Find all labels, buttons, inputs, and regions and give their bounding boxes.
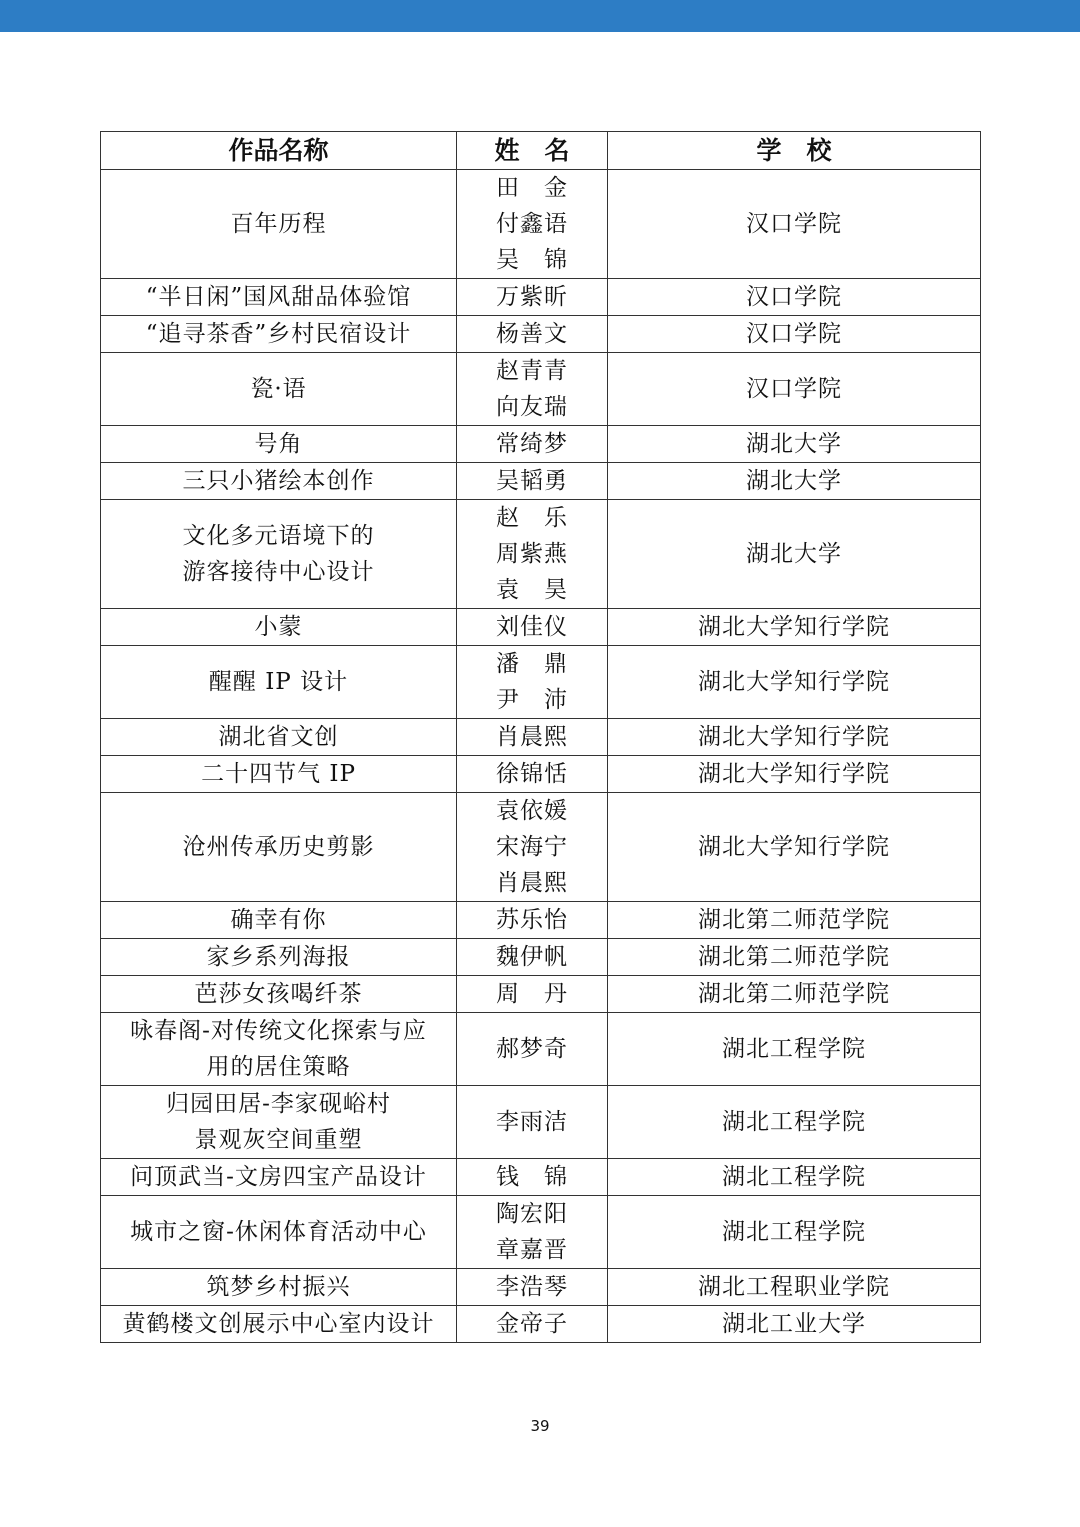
student-names-cell [457, 1086, 608, 1159]
table-row [101, 902, 981, 939]
student-name: 周 丹 [496, 981, 568, 1007]
table-row [101, 1306, 981, 1343]
table-row [101, 426, 981, 463]
student-name: 陶宏阳 [496, 1201, 568, 1227]
student-name: 杨善文 [496, 321, 568, 347]
table-row [101, 609, 981, 646]
work-title-line: “半日闲”国风甜品体验馆 [145, 284, 412, 310]
work-title-line: 文化多元语境下的 [182, 523, 375, 549]
table-row [101, 1269, 981, 1306]
student-name: 田 金 [496, 175, 568, 201]
work-title-line: 用的居住策略 [206, 1054, 351, 1080]
work-title-line: 家乡系列海报 [206, 944, 351, 970]
student-name: 肖晨熙 [496, 870, 568, 896]
student-name: 向友瑞 [496, 394, 568, 420]
work-title-cell [101, 426, 457, 463]
student-name: 宋海宁 [496, 834, 568, 860]
student-name: 袁依媛 [496, 798, 568, 824]
work-title-cell [101, 939, 457, 976]
school-cell: 汉口学院 [608, 279, 981, 316]
student-name: 赵 乐 [496, 505, 568, 531]
work-title-line: 醒醒 IP 设计 [208, 669, 349, 695]
work-title-line: 百年历程 [230, 211, 327, 237]
student-name: 肖晨熙 [496, 724, 568, 750]
school-cell: 湖北大学 [608, 463, 981, 500]
student-name: 魏伊帆 [496, 944, 568, 970]
table-row [101, 976, 981, 1013]
student-names-cell [457, 1269, 608, 1306]
school-cell: 湖北大学知行学院 [608, 793, 981, 902]
work-title-cell [101, 1013, 457, 1086]
awards-table [100, 131, 981, 1343]
school-cell: 湖北工业大学 [608, 1306, 981, 1343]
student-name: 钱 锦 [496, 1164, 568, 1190]
student-names-cell [457, 793, 608, 902]
work-title-line: 景观灰空间重塑 [194, 1127, 363, 1153]
table-body [101, 170, 981, 1343]
student-name: 吴 锦 [496, 247, 568, 273]
school-cell: 湖北大学 [608, 426, 981, 463]
table-row [101, 279, 981, 316]
student-names-cell [457, 902, 608, 939]
page-number: 39 [530, 1417, 550, 1435]
table-row [101, 353, 981, 426]
table-row [101, 939, 981, 976]
student-name: 袁 昊 [496, 577, 568, 603]
work-title-cell [101, 170, 457, 279]
work-title-line: 筑梦乡村振兴 [206, 1274, 351, 1300]
table-row [101, 463, 981, 500]
school-cell: 湖北大学知行学院 [608, 646, 981, 719]
student-name: 常绮梦 [496, 431, 568, 457]
header-school: 学 校 [608, 132, 981, 170]
top-color-bar [0, 0, 1080, 32]
table-row [101, 719, 981, 756]
student-names-cell [457, 279, 608, 316]
school-cell: 湖北工程职业学院 [608, 1269, 981, 1306]
work-title-cell [101, 353, 457, 426]
work-title-line: 问顶武当-文房四宝产品设计 [130, 1164, 427, 1190]
table-row [101, 1159, 981, 1196]
student-name: 徐锦恬 [496, 761, 568, 787]
work-title-line: 小蒙 [254, 614, 303, 640]
work-title-cell [101, 719, 457, 756]
student-name: 尹 沛 [496, 687, 568, 713]
student-names-cell [457, 500, 608, 609]
student-names-cell [457, 1159, 608, 1196]
student-name: 万紫昕 [496, 284, 568, 310]
work-title-line: 芭莎女孩喝纤茶 [194, 981, 363, 1007]
student-names-cell [457, 976, 608, 1013]
student-names-cell [457, 426, 608, 463]
school-cell: 湖北大学知行学院 [608, 609, 981, 646]
work-title-line: 归园田居-李家砚峪村 [166, 1091, 391, 1117]
student-name: 金帝子 [496, 1311, 568, 1337]
student-names-cell [457, 719, 608, 756]
school-cell: 湖北大学知行学院 [608, 756, 981, 793]
work-title-cell [101, 609, 457, 646]
table-row [101, 646, 981, 719]
table-row [101, 170, 981, 279]
work-title-cell [101, 646, 457, 719]
student-name: 苏乐怡 [496, 907, 568, 933]
work-title-cell [101, 316, 457, 353]
table-row [101, 316, 981, 353]
student-names-cell [457, 939, 608, 976]
work-title-cell [101, 1196, 457, 1269]
school-cell: 湖北大学 [608, 500, 981, 609]
work-title-cell [101, 1269, 457, 1306]
work-title-cell [101, 463, 457, 500]
student-names-cell [457, 170, 608, 279]
table-header-row [101, 132, 981, 170]
student-names-cell [457, 353, 608, 426]
school-cell: 湖北第二师范学院 [608, 939, 981, 976]
work-title-cell [101, 1159, 457, 1196]
work-title-cell [101, 902, 457, 939]
work-title-line: 游客接待中心设计 [182, 559, 375, 585]
student-name: 潘 鼎 [496, 651, 568, 677]
work-title-line: 城市之窗-休闲体育活动中心 [130, 1219, 427, 1245]
student-name: 赵青青 [496, 358, 568, 384]
work-title-cell [101, 1306, 457, 1343]
school-cell: 湖北工程学院 [608, 1086, 981, 1159]
school-cell: 湖北工程学院 [608, 1159, 981, 1196]
student-name: 章嘉晋 [496, 1237, 568, 1263]
student-names-cell [457, 316, 608, 353]
student-name: 刘佳仪 [496, 614, 568, 640]
work-title-line: 黄鹤楼文创展示中心室内设计 [122, 1311, 435, 1337]
student-name: 郝梦奇 [496, 1036, 568, 1062]
work-title-line: 沧州传承历史剪影 [182, 834, 375, 860]
table-row [101, 1013, 981, 1086]
school-cell: 汉口学院 [608, 170, 981, 279]
school-cell: 湖北大学知行学院 [608, 719, 981, 756]
work-title-line: 二十四节气 IP [201, 761, 356, 787]
work-title-cell [101, 1086, 457, 1159]
work-title-line: 咏春阁-对传统文化探索与应 [130, 1018, 427, 1044]
student-names-cell [457, 756, 608, 793]
work-title-cell [101, 500, 457, 609]
student-names-cell [457, 646, 608, 719]
student-name: 周紫燕 [496, 541, 568, 567]
school-cell: 湖北第二师范学院 [608, 902, 981, 939]
work-title-line: 瓷·语 [250, 376, 307, 402]
work-title-cell [101, 793, 457, 902]
work-title-cell [101, 756, 457, 793]
student-names-cell [457, 1306, 608, 1343]
table-row [101, 1196, 981, 1269]
work-title-line: 号角 [254, 431, 303, 457]
work-title-line: 湖北省文创 [218, 724, 339, 750]
student-names-cell [457, 1196, 608, 1269]
school-cell: 汉口学院 [608, 316, 981, 353]
school-cell: 湖北工程学院 [608, 1013, 981, 1086]
table-row [101, 756, 981, 793]
work-title-cell [101, 976, 457, 1013]
school-cell: 汉口学院 [608, 353, 981, 426]
student-names-cell [457, 463, 608, 500]
table-row [101, 500, 981, 609]
student-names-cell [457, 609, 608, 646]
school-cell: 湖北第二师范学院 [608, 976, 981, 1013]
student-name: 付鑫语 [496, 211, 568, 237]
student-name: 李雨洁 [496, 1109, 568, 1135]
table-row [101, 793, 981, 902]
student-names-cell [457, 1013, 608, 1086]
student-name: 李浩琴 [496, 1274, 568, 1300]
header-name: 姓 名 [457, 132, 608, 170]
work-title-cell [101, 279, 457, 316]
student-name: 吴韬勇 [496, 468, 568, 494]
work-title-line: 确幸有你 [230, 907, 327, 933]
table-row [101, 1086, 981, 1159]
school-cell: 湖北工程学院 [608, 1196, 981, 1269]
header-work-title: 作品名称 [101, 132, 457, 170]
work-title-line: “追寻茶香”乡村民宿设计 [145, 321, 412, 347]
work-title-line: 三只小猪绘本创作 [182, 468, 375, 494]
